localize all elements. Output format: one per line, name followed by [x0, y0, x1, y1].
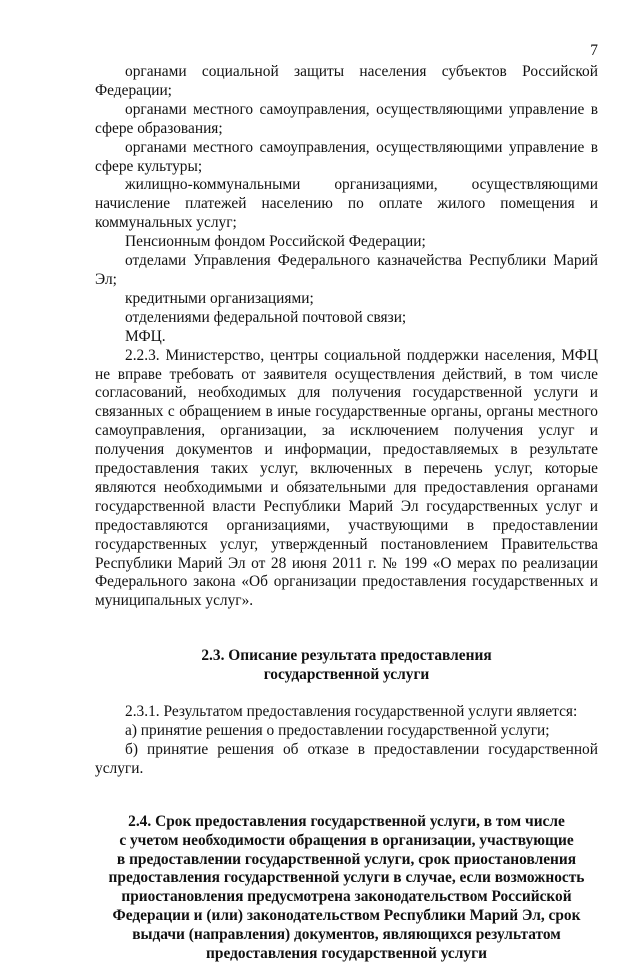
heading-line: Федерации и (или) законодательством Республики Марий Эл, срок	[112, 907, 581, 925]
heading-line: выдачи (направления) документов, являющихся результатом	[132, 926, 561, 944]
paragraph: Пенсионным фондом Российской Федерации;	[125, 233, 426, 251]
paragraph: кредитными организациями;	[125, 289, 314, 307]
paragraph: органами местного самоуправления, осуществляющими управление в сфере культуры;	[95, 138, 598, 175]
paragraph: органами местного самоуправления, осуществляющими управление в сфере образования;	[95, 100, 598, 137]
heading-line: предоставления государственной услуги	[206, 945, 487, 963]
paragraph: отделами Управления Федерального казначейства Республики Марий Эл;	[95, 252, 598, 288]
page-number: 7	[590, 42, 598, 59]
paragraph: б) принятие решения об отказе в предоставлении государственной услуги.	[95, 740, 598, 777]
paragraph: 2.3.1. Результатом предоставления государственной услуги является:	[125, 703, 578, 721]
heading-line: предоставления государственной услуги в случае, если возможность	[108, 869, 585, 887]
heading-line: государственной услуги	[263, 666, 430, 684]
heading-line: приостановления предусмотрена законодательством Российской	[121, 888, 572, 906]
paragraph: жилищно-коммунальными организациями, осуществляющими начисление платежей населению по оплате жилого помещения и коммунальных услуг;	[95, 176, 598, 232]
paragraph: 2.2.3. Министерство, центры социальной поддержки населения, МФЦ не вправе требовать от заявителя осуществления действий, в том числе согласований, необходимых для получения государственной услуги и связанных с обращением в иные государственные органы, органы местного самоуправления, организации, за исключением получения услуг и получения документов и информации, предоставляемых в результате предоставления таких услуг, включенных в перечень услуг, которые являются необходимыми и обязательными для предоставления органами государственной власти Республики Марий Эл государственных услуг и предоставляются организациями, участвующими в предоставлении государственных услуг, утвержденный постановлением Правительства Республики Марий Эл от 28 июня 2011 г. № 199 «О мерах по реализации Федерального закона «Об организации предоставления государственных и муниципальных услуг».	[95, 346, 598, 610]
paragraph: а) принятие решения о предоставлении государственной услуги;	[125, 722, 550, 739]
paragraph: отделениями федеральной почтовой связи;	[125, 308, 407, 326]
paragraph: МФЦ.	[125, 327, 166, 345]
heading-line: в предоставлении государственной услуги, срок приостановления	[116, 850, 577, 868]
paragraph: органами социальной защиты населения субъектов Российской Федерации;	[95, 63, 598, 99]
heading-line: 2.4. Срок предоставления государственной услуги, в том числе	[128, 812, 565, 830]
body-text	[95, 63, 598, 964]
section-heading-2-4	[95, 813, 598, 964]
heading-line: с учетом необходимости обращения в организации, участвующие	[119, 831, 574, 849]
heading-line: 2.3. Описание результата предоставления	[201, 647, 492, 665]
section-heading-2-3	[95, 647, 598, 685]
